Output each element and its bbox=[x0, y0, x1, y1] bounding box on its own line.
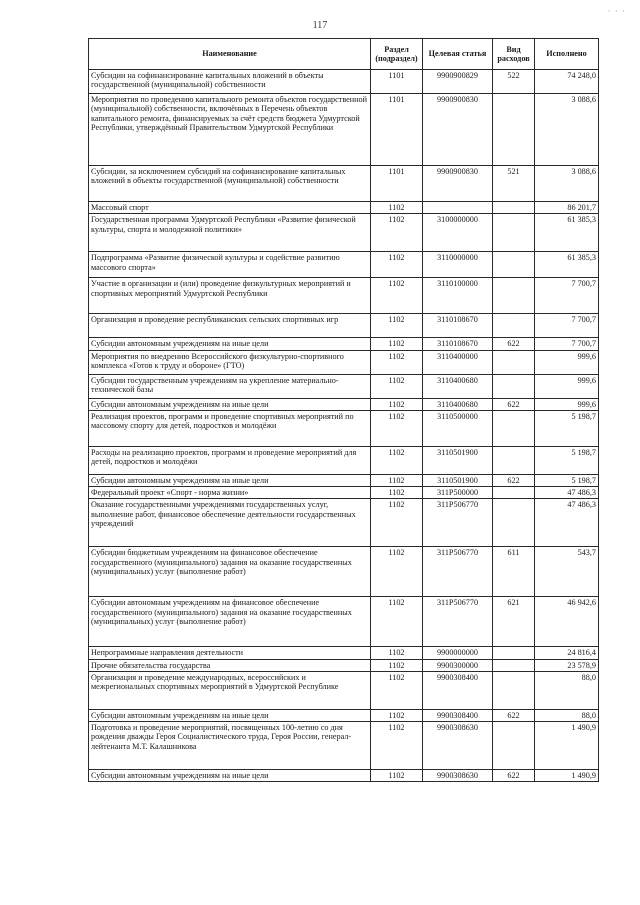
row-executed: 3 088,6 bbox=[535, 166, 599, 202]
table-row bbox=[89, 446, 599, 474]
row-expense-type: 622 bbox=[493, 474, 535, 486]
row-executed: 47 486,3 bbox=[535, 487, 599, 499]
row-name: Субсидии бюджетным учреждениям на финансовое обеспечение государственного (муниципального) задания на оказание государственных (муниципальных) услуг (выполнение работ) bbox=[89, 547, 371, 597]
row-executed: 88,0 bbox=[535, 709, 599, 721]
row-executed: 999,6 bbox=[535, 374, 599, 398]
row-section: 1102 bbox=[371, 597, 423, 647]
row-article: 311P506770 bbox=[423, 597, 493, 647]
row-executed: 1 490,9 bbox=[535, 770, 599, 782]
row-executed: 86 201,7 bbox=[535, 202, 599, 214]
row-name: Федеральный проект «Спорт - норма жизни» bbox=[89, 487, 371, 499]
row-article: 311P506770 bbox=[423, 547, 493, 597]
row-section: 1102 bbox=[371, 278, 423, 314]
row-name: Непрограммные направления деятельности bbox=[89, 647, 371, 659]
table-row bbox=[89, 70, 599, 94]
table-row bbox=[89, 597, 599, 647]
row-expense-type: 611 bbox=[493, 547, 535, 597]
row-executed: 46 942,6 bbox=[535, 597, 599, 647]
row-section: 1102 bbox=[371, 398, 423, 410]
row-section: 1102 bbox=[371, 252, 423, 278]
row-name: Мероприятия по внедрению Всероссийского физкультурно-спортивного комплекса «Готов к труду и обороне» (ГТО) bbox=[89, 350, 371, 374]
row-section: 1102 bbox=[371, 671, 423, 709]
row-article bbox=[423, 202, 493, 214]
row-expense-type bbox=[493, 647, 535, 659]
row-name: Массовый спорт bbox=[89, 202, 371, 214]
row-expense-type bbox=[493, 722, 535, 770]
row-expense-type bbox=[493, 487, 535, 499]
table-header-row bbox=[89, 39, 599, 70]
row-section: 1102 bbox=[371, 374, 423, 398]
row-article: 3110100000 bbox=[423, 278, 493, 314]
row-name: Участие в организации и (или) проведение физкультурных мероприятий и спортивных мероприятий Удмуртской Республики bbox=[89, 278, 371, 314]
row-name: Прочие обязательства государства bbox=[89, 659, 371, 671]
row-executed: 5 198,7 bbox=[535, 446, 599, 474]
header-section: Раздел (подраздел) bbox=[371, 39, 423, 70]
row-expense-type bbox=[493, 214, 535, 252]
row-executed: 74 248,0 bbox=[535, 70, 599, 94]
row-expense-type bbox=[493, 314, 535, 338]
row-executed: 23 578,9 bbox=[535, 659, 599, 671]
row-section: 1102 bbox=[371, 659, 423, 671]
row-executed: 5 198,7 bbox=[535, 474, 599, 486]
row-article: 311P500000 bbox=[423, 487, 493, 499]
row-section: 1102 bbox=[371, 722, 423, 770]
table-row bbox=[89, 374, 599, 398]
row-article: 9900308400 bbox=[423, 671, 493, 709]
table-row bbox=[89, 314, 599, 338]
row-section: 1102 bbox=[371, 547, 423, 597]
row-executed: 7 700,7 bbox=[535, 278, 599, 314]
row-expense-type bbox=[493, 374, 535, 398]
row-article: 3110501900 bbox=[423, 474, 493, 486]
row-expense-type bbox=[493, 350, 535, 374]
table-row bbox=[89, 410, 599, 446]
header-name: Наименование bbox=[89, 39, 371, 70]
row-article: 9900300000 bbox=[423, 659, 493, 671]
row-name: Расходы на реализацию проектов, программ и проведение мероприятий для детей, подростков и молодёжи bbox=[89, 446, 371, 474]
row-executed: 88,0 bbox=[535, 671, 599, 709]
row-expense-type bbox=[493, 278, 535, 314]
row-name: Субсидии автономным учреждениям на иные цели bbox=[89, 709, 371, 721]
table-row bbox=[89, 474, 599, 486]
row-name: Мероприятия по проведению капитального ремонта объектов государственной (муниципальной) собственности, включённых в Перечень объектов капитального ремонта, финансируемых за счёт средств бюджета Удмуртской Республики, утверждённый Правительством Удмуртской Республики bbox=[89, 94, 371, 166]
row-section: 1101 bbox=[371, 166, 423, 202]
row-name: Подпрограмма «Развитие физической культуры и содействие развитию массового спорта» bbox=[89, 252, 371, 278]
row-executed: 3 088,6 bbox=[535, 94, 599, 166]
table-row bbox=[89, 166, 599, 202]
row-name: Подготовка и проведение мероприятий, посвященных 100-летию со дня рождения дважды Героя Социалистического труда, Героя России, генерал-лейтенанта М.Т. Калашникова bbox=[89, 722, 371, 770]
table-row bbox=[89, 647, 599, 659]
row-name: Субсидии автономным учреждениям на иные цели bbox=[89, 770, 371, 782]
row-section: 1102 bbox=[371, 487, 423, 499]
row-name: Субсидии, за исключением субсидий на софинансирование капитальных вложений в объекты государственной (муниципальной) собственности bbox=[89, 166, 371, 202]
budget-execution-table bbox=[88, 38, 599, 782]
row-expense-type: 521 bbox=[493, 166, 535, 202]
table-row bbox=[89, 214, 599, 252]
table-row bbox=[89, 350, 599, 374]
row-expense-type bbox=[493, 94, 535, 166]
row-expense-type: 622 bbox=[493, 398, 535, 410]
table-row bbox=[89, 671, 599, 709]
header-executed: Исполнено bbox=[535, 39, 599, 70]
table-row bbox=[89, 709, 599, 721]
row-executed: 61 385,3 bbox=[535, 252, 599, 278]
table-row bbox=[89, 278, 599, 314]
row-expense-type: 622 bbox=[493, 338, 535, 350]
row-expense-type bbox=[493, 659, 535, 671]
row-name: Субсидии автономным учреждениям на иные цели bbox=[89, 398, 371, 410]
row-article: 3110400680 bbox=[423, 374, 493, 398]
table-row bbox=[89, 202, 599, 214]
row-expense-type bbox=[493, 499, 535, 547]
row-section: 1102 bbox=[371, 314, 423, 338]
row-article: 9900900830 bbox=[423, 94, 493, 166]
table-row bbox=[89, 398, 599, 410]
row-expense-type bbox=[493, 252, 535, 278]
row-name: Субсидии на софинансирование капитальных вложений в объекты государственной (муниципальной) собственности bbox=[89, 70, 371, 94]
row-article: 9900308400 bbox=[423, 709, 493, 721]
table-row bbox=[89, 252, 599, 278]
row-executed: 999,6 bbox=[535, 350, 599, 374]
row-name: Субсидии автономным учреждениям на финансовое обеспечение государственного (муниципального) задания на оказание государственных (муниципальных) услуг (выполнение работ) bbox=[89, 597, 371, 647]
row-article: 3110500000 bbox=[423, 410, 493, 446]
row-expense-type: 621 bbox=[493, 597, 535, 647]
row-name: Оказание государственными учреждениями государственных услуг, выполнение работ, финансовое обеспечение деятельности государственных учреждений bbox=[89, 499, 371, 547]
row-executed: 543,7 bbox=[535, 547, 599, 597]
row-section: 1102 bbox=[371, 770, 423, 782]
row-article: 9900308630 bbox=[423, 722, 493, 770]
row-section: 1102 bbox=[371, 499, 423, 547]
row-section: 1102 bbox=[371, 202, 423, 214]
row-name: Организация и проведение республиканских сельских спортивных игр bbox=[89, 314, 371, 338]
header-article: Целевая статья bbox=[423, 39, 493, 70]
row-executed: 999,6 bbox=[535, 398, 599, 410]
row-article: 3110400000 bbox=[423, 350, 493, 374]
row-expense-type bbox=[493, 202, 535, 214]
table-row bbox=[89, 487, 599, 499]
row-expense-type: 622 bbox=[493, 709, 535, 721]
row-section: 1102 bbox=[371, 709, 423, 721]
row-article: 3110400680 bbox=[423, 398, 493, 410]
table-row bbox=[89, 722, 599, 770]
row-expense-type bbox=[493, 671, 535, 709]
row-section: 1102 bbox=[371, 446, 423, 474]
row-executed: 7 700,7 bbox=[535, 314, 599, 338]
row-article: 3110000000 bbox=[423, 252, 493, 278]
row-name: Реализация проектов, программ и проведение спортивных мероприятий по массовому спорту для детей, подростков и молодёжи bbox=[89, 410, 371, 446]
row-article: 9900900830 bbox=[423, 166, 493, 202]
row-article: 9900000000 bbox=[423, 647, 493, 659]
page-number: 117 bbox=[312, 20, 328, 31]
row-executed: 7 700,7 bbox=[535, 338, 599, 350]
row-expense-type: 622 bbox=[493, 770, 535, 782]
row-name: Организация и проведение международных, всероссийских и межрегиональных спортивных мероприятий в Удмуртской Республике bbox=[89, 671, 371, 709]
row-article: 9900308630 bbox=[423, 770, 493, 782]
row-section: 1101 bbox=[371, 70, 423, 94]
row-executed: 1 490,9 bbox=[535, 722, 599, 770]
row-expense-type bbox=[493, 446, 535, 474]
row-expense-type bbox=[493, 410, 535, 446]
row-name: Субсидии автономным учреждениям на иные цели bbox=[89, 474, 371, 486]
table-row bbox=[89, 499, 599, 547]
table-row bbox=[89, 338, 599, 350]
row-name: Государственная программа Удмуртской Республики «Развитие физической культуры, спорта и молодежной политики» bbox=[89, 214, 371, 252]
row-name: Субсидии автономным учреждениям на иные цели bbox=[89, 338, 371, 350]
row-section: 1102 bbox=[371, 410, 423, 446]
row-article: 9900900829 bbox=[423, 70, 493, 94]
header-expense-type: Вид расходов bbox=[493, 39, 535, 70]
scan-corner-mark: · · · bbox=[607, 6, 626, 16]
row-article: 3110501900 bbox=[423, 446, 493, 474]
row-expense-type: 522 bbox=[493, 70, 535, 94]
row-executed: 5 198,7 bbox=[535, 410, 599, 446]
row-executed: 24 816,4 bbox=[535, 647, 599, 659]
table-body bbox=[89, 70, 599, 782]
row-executed: 47 486,3 bbox=[535, 499, 599, 547]
table-row bbox=[89, 94, 599, 166]
row-article: 3110108670 bbox=[423, 314, 493, 338]
row-section: 1102 bbox=[371, 214, 423, 252]
table-row bbox=[89, 770, 599, 782]
row-section: 1102 bbox=[371, 647, 423, 659]
row-article: 3110108670 bbox=[423, 338, 493, 350]
row-executed: 61 385,3 bbox=[535, 214, 599, 252]
row-article: 311P506770 bbox=[423, 499, 493, 547]
row-section: 1102 bbox=[371, 338, 423, 350]
row-section: 1102 bbox=[371, 474, 423, 486]
row-section: 1102 bbox=[371, 350, 423, 374]
row-section: 1101 bbox=[371, 94, 423, 166]
row-name: Субсидии государственным учреждениям на укрепление материально-технической базы bbox=[89, 374, 371, 398]
table-row bbox=[89, 659, 599, 671]
table-row bbox=[89, 547, 599, 597]
row-article: 3100000000 bbox=[423, 214, 493, 252]
